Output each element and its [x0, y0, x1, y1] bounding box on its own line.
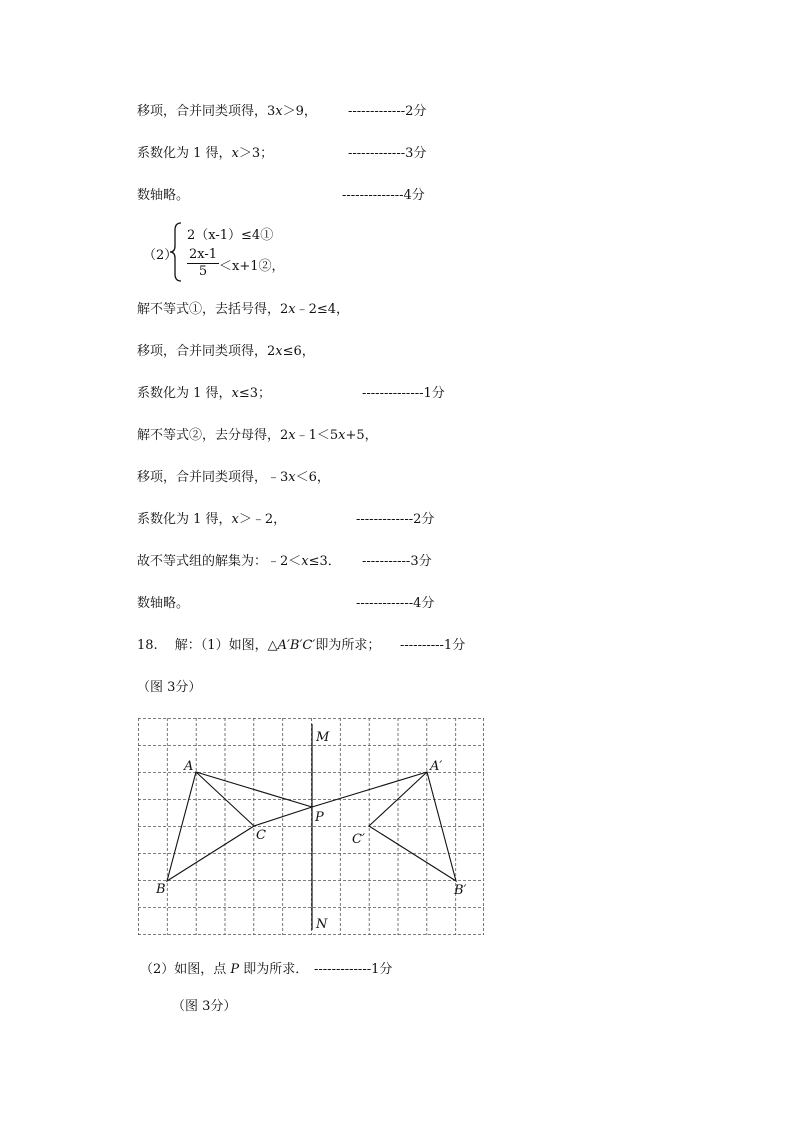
line-3: 数轴略。: [137, 188, 190, 203]
line-7: 解不等式②，去分母得，2x﹣1＜5x+5，: [137, 428, 378, 443]
score-3: --------------4分: [342, 188, 425, 203]
grid-lines: [138, 718, 484, 935]
line-4: 解不等式①，去括号得，2x﹣2≤4，: [137, 302, 350, 317]
system-fraction: $\frac{2x-1}{5}$: [189, 247, 218, 279]
label-m: M: [316, 730, 330, 745]
line-2: 系数化为 1 得，x＞3；: [137, 146, 274, 161]
label-a2: A′: [430, 759, 443, 774]
label-b2: B′: [454, 883, 467, 898]
triangle-a2b2c2: [369, 772, 456, 881]
segment-pa2: [312, 772, 427, 807]
inequality-system: [143, 220, 443, 284]
score-6: --------------1分: [362, 386, 445, 401]
line-12: 18. 解：（1）如图，△A′B′C′即为所求；: [137, 638, 381, 653]
line-9: 系数化为 1 得，x＞﹣2，: [137, 512, 287, 527]
score-11: -------------4分: [356, 596, 435, 611]
part2-figure-note: （图 3分）: [172, 999, 237, 1014]
label-c2: C′: [352, 832, 365, 847]
score-2: -------------3分: [348, 146, 427, 161]
score-1: -------------2分: [348, 104, 427, 119]
label-n: N: [316, 917, 328, 932]
label-b: B: [156, 882, 166, 897]
system-row-2: ＜x+1②，: [219, 259, 285, 274]
label-c: C: [256, 828, 266, 843]
line-8: 移项，合并同类项得，﹣3x＜6，: [137, 470, 330, 485]
geometry-figure: [138, 718, 486, 938]
label-a: A: [184, 759, 194, 774]
line-10: 故不等式组的解集为：﹣2＜x≤3．: [137, 554, 341, 569]
line-13: （图 3分）: [137, 680, 202, 695]
part2-score: -------------1分: [314, 962, 393, 977]
score-9: -------------2分: [356, 512, 435, 527]
line-6: 系数化为 1 得，x≤3；: [137, 386, 272, 401]
label-p: P: [315, 810, 324, 825]
system-row-1: 2（x-1）≤4①: [187, 228, 274, 243]
segment-ap: [196, 772, 312, 807]
line-1: [137, 103, 317, 121]
line-1-text: 移项，合并同类项得，3x＞9，: [137, 104, 317, 119]
line-11: 数轴略。: [137, 596, 190, 611]
system-label: （2）: [143, 248, 178, 263]
line-5: 移项，合并同类项得，2x≤6，: [137, 344, 315, 359]
part2-line: （2）如图，点 P 即为所求．: [140, 962, 309, 977]
left-brace-icon: [169, 222, 183, 282]
score-12: ----------1分: [400, 638, 466, 653]
score-10: -----------3分: [362, 554, 432, 569]
